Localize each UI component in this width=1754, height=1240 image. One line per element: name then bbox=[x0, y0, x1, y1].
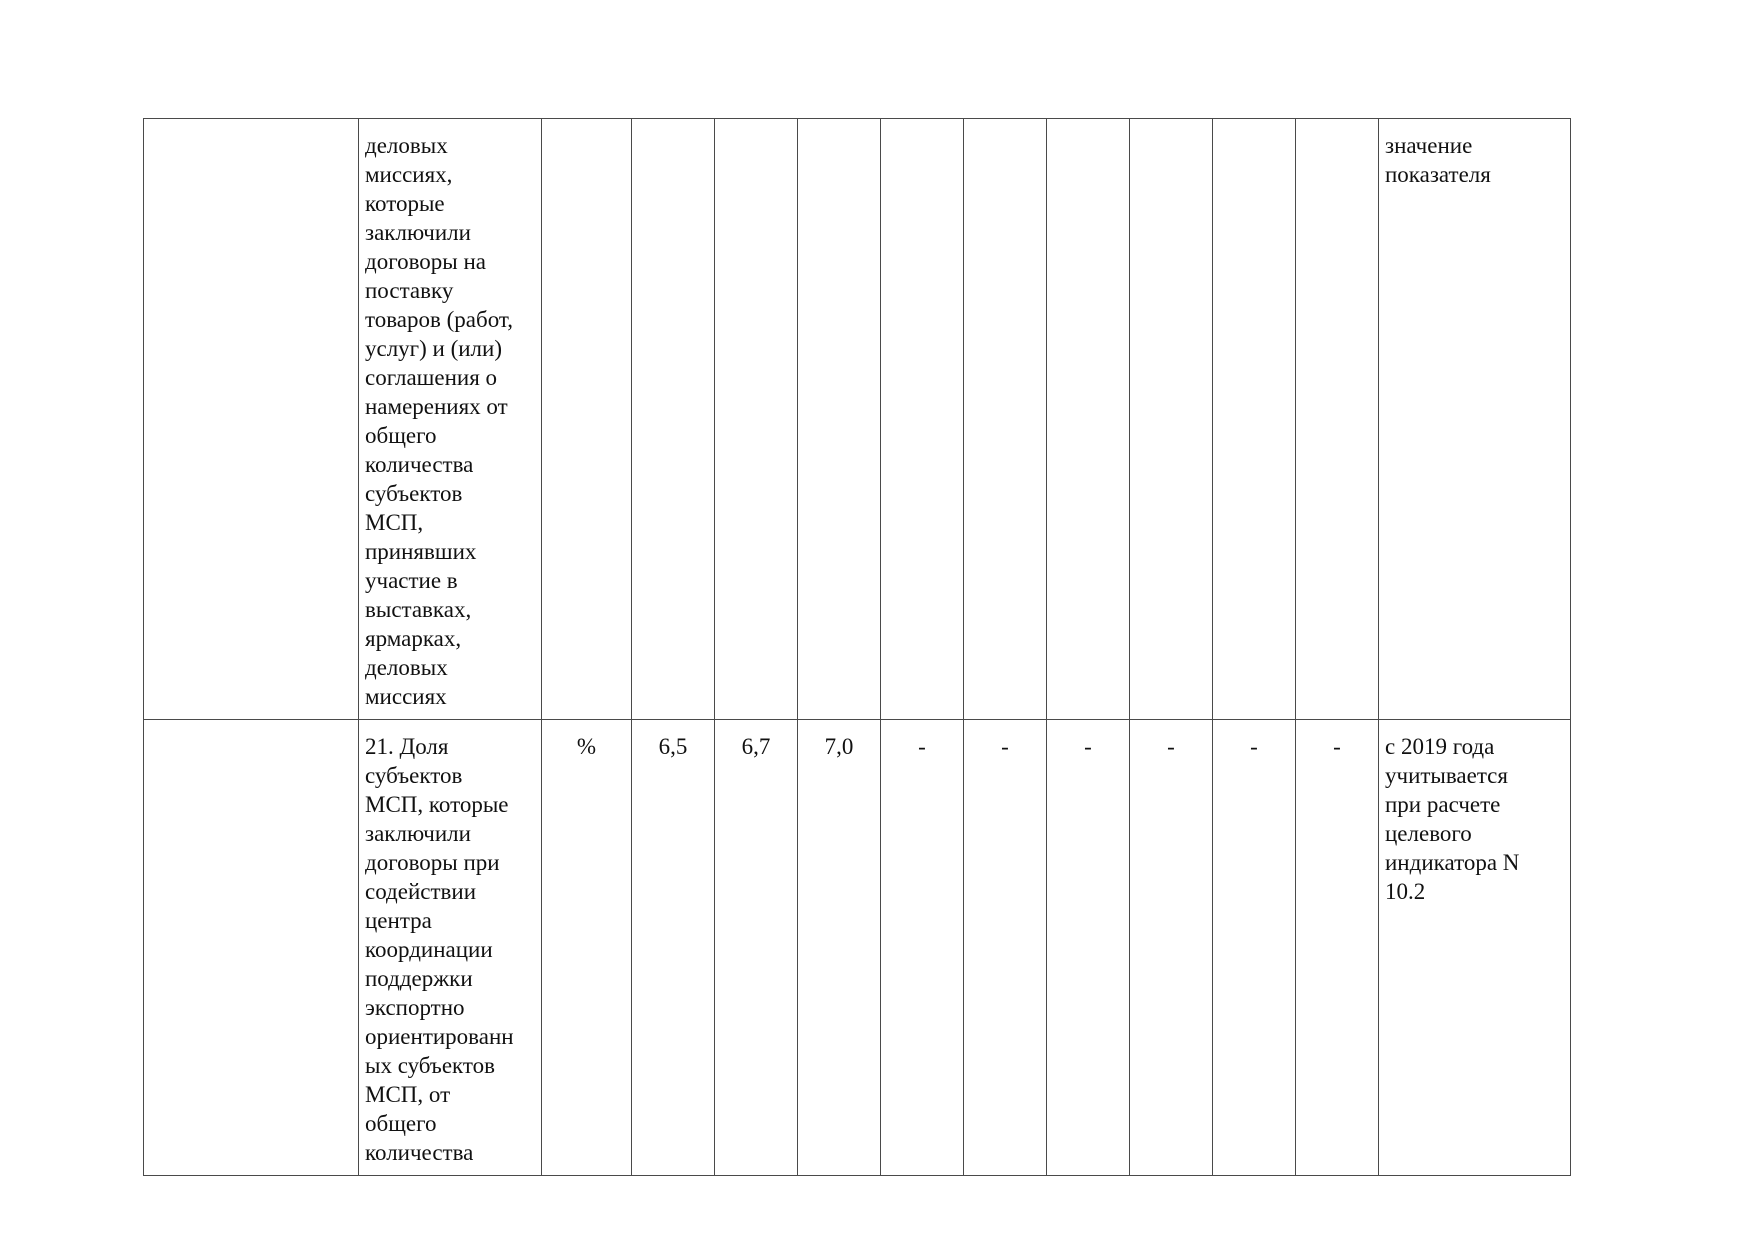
value-cell: - bbox=[881, 720, 964, 1176]
indicator-line: услуг) и (или) bbox=[365, 336, 503, 361]
note-cell bbox=[1379, 720, 1571, 1176]
value-cell: 6,5 bbox=[632, 720, 715, 1176]
indicator-name-cell bbox=[359, 720, 542, 1176]
indicator-line: договоры на bbox=[365, 249, 486, 274]
indicator-line: деловых bbox=[365, 655, 448, 680]
indicator-line: МСП, от bbox=[365, 1082, 451, 1107]
indicator-line: субъектов bbox=[365, 481, 463, 506]
indicator-name-cell bbox=[359, 119, 542, 720]
indicator-line: количества bbox=[365, 452, 474, 477]
indicator-line: координации bbox=[365, 937, 493, 962]
value-cell bbox=[1047, 119, 1130, 720]
indicator-line: общего bbox=[365, 423, 437, 448]
indicator-line: которые bbox=[365, 191, 445, 216]
value-cell bbox=[881, 119, 964, 720]
indicator-line: 21. Доля bbox=[365, 734, 449, 759]
indicator-line: заключили bbox=[365, 220, 471, 245]
value-cell bbox=[1296, 119, 1379, 720]
note-line: показателя bbox=[1385, 162, 1491, 187]
value-cell: - bbox=[1213, 720, 1296, 1176]
indicator-line: миссиях bbox=[365, 684, 447, 709]
indicator-line: ых субъектов bbox=[365, 1053, 496, 1078]
value-cell bbox=[798, 119, 881, 720]
note-line: индикатора N bbox=[1385, 850, 1520, 875]
section-cell bbox=[144, 119, 359, 720]
indicator-line: товаров (работ, bbox=[365, 307, 513, 332]
note-line: с 2019 года bbox=[1385, 734, 1495, 759]
indicator-line: МСП, которые bbox=[365, 792, 509, 817]
indicator-line: намерениях от bbox=[365, 394, 508, 419]
indicators-table bbox=[143, 118, 1571, 1176]
value-cell: 7,0 bbox=[798, 720, 881, 1176]
unit-cell: % bbox=[542, 720, 632, 1176]
value-cell: - bbox=[1047, 720, 1130, 1176]
indicator-line: ориентированн bbox=[365, 1024, 514, 1049]
section-cell bbox=[144, 720, 359, 1176]
value-cell bbox=[632, 119, 715, 720]
indicator-line: поддержки bbox=[365, 966, 473, 991]
indicator-line: заключили bbox=[365, 821, 471, 846]
note-line: целевого bbox=[1385, 821, 1472, 846]
table-row bbox=[144, 720, 1571, 1176]
indicator-line: общего bbox=[365, 1111, 437, 1136]
indicator-line: содействии bbox=[365, 879, 477, 904]
indicator-line: МСП, bbox=[365, 510, 424, 535]
indicator-line: соглашения о bbox=[365, 365, 498, 390]
table-row bbox=[144, 119, 1571, 720]
indicator-line: поставку bbox=[365, 278, 454, 303]
indicator-line: договоры при bbox=[365, 850, 500, 875]
indicator-line: принявших bbox=[365, 539, 477, 564]
value-cell bbox=[1213, 119, 1296, 720]
note-line: при расчете bbox=[1385, 792, 1501, 817]
indicator-line: деловых bbox=[365, 133, 448, 158]
indicator-line: миссиях, bbox=[365, 162, 453, 187]
value-cell: - bbox=[1130, 720, 1213, 1176]
note-line: учитывается bbox=[1385, 763, 1508, 788]
value-cell bbox=[1130, 119, 1213, 720]
indicator-line: экспортно bbox=[365, 995, 465, 1020]
value-cell: 6,7 bbox=[715, 720, 798, 1176]
indicator-line: центра bbox=[365, 908, 432, 933]
indicator-line: ярмарках, bbox=[365, 626, 462, 651]
indicator-line: участие в bbox=[365, 568, 458, 593]
value-cell bbox=[964, 119, 1047, 720]
value-cell: - bbox=[1296, 720, 1379, 1176]
value-cell: - bbox=[964, 720, 1047, 1176]
indicator-line: выставках, bbox=[365, 597, 472, 622]
note-line: 10.2 bbox=[1385, 879, 1426, 904]
note-cell bbox=[1379, 119, 1571, 720]
indicator-line: количества bbox=[365, 1140, 474, 1165]
value-cell bbox=[715, 119, 798, 720]
indicator-line: субъектов bbox=[365, 763, 463, 788]
unit-cell bbox=[542, 119, 632, 720]
note-line: значение bbox=[1385, 133, 1473, 158]
